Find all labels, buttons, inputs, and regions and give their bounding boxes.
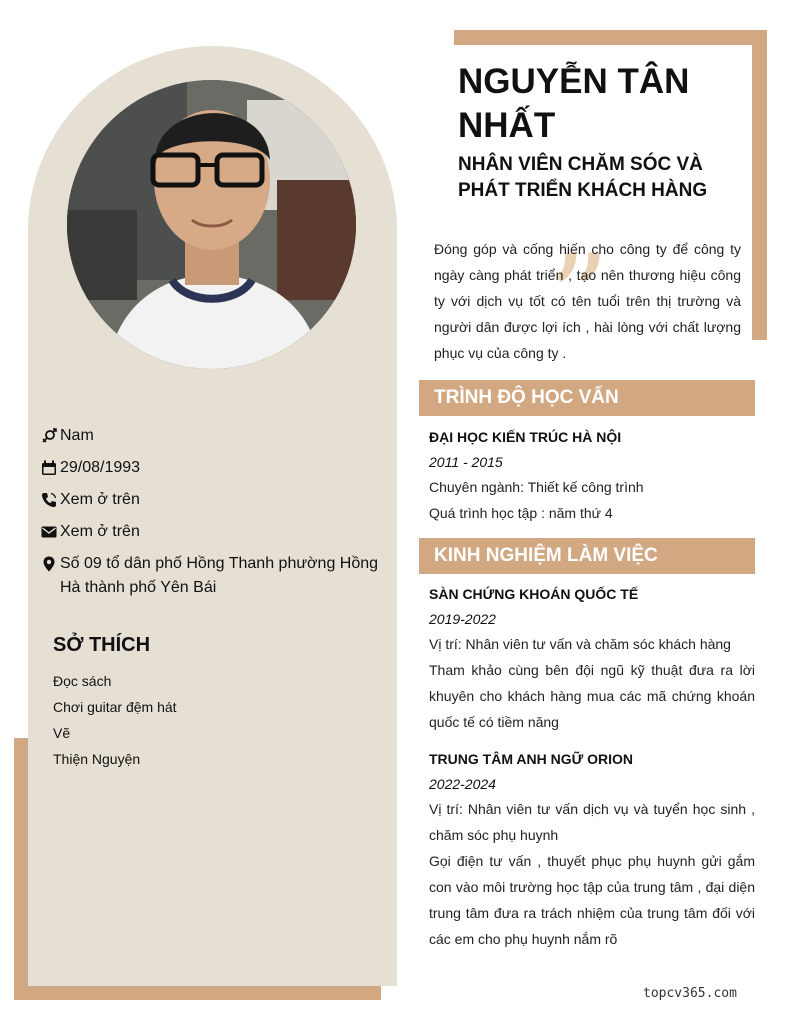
experience-entry xyxy=(429,746,755,952)
hobbies-list xyxy=(53,668,177,772)
hobby-item: Vẽ xyxy=(53,725,71,741)
career-objective: Đóng góp và cống hiến cho công ty để công ty ngày càng phát triển , tạo nên thương hiệu công ty với dịch vụ tốt có tên tuổi trên thị trường và người dân được lợi ích , hài lòng với chất lượng phục vụ của công ty . xyxy=(434,241,741,361)
hobby-item: Thiện Nguyện xyxy=(53,751,141,767)
company-name: SÀN CHỨNG KHOÁN QUỐC TẾ xyxy=(429,586,639,602)
education-entry xyxy=(429,424,755,526)
birthday-value: 29/08/1993 xyxy=(60,459,141,476)
experience-heading: KINH NGHIỆM LÀM VIỆC xyxy=(419,538,755,574)
gender-icon xyxy=(38,424,60,444)
site-watermark: topcv365.com xyxy=(643,986,737,1001)
job-description: Gọi điện tư vấn , thuyết phục phụ huynh gửi gắm con vào môi trường học tập của trung tâm , đại diện trung tâm đưa ra trách nhiệm của trung tâm đối với các em cho phụ huynh nắm rõ xyxy=(429,853,755,947)
map-pin-icon xyxy=(38,552,60,572)
email-value: Xem ở trên xyxy=(60,523,140,540)
education-progress: Quá trình học tập : năm thứ 4 xyxy=(429,505,613,521)
education-major: Chuyên ngành: Thiết kế công trình xyxy=(429,479,644,495)
hobbies-heading: SỞ THÍCH xyxy=(53,634,151,656)
contact-birthday xyxy=(38,456,388,480)
contact-phone xyxy=(38,488,388,512)
avatar xyxy=(67,80,356,369)
education-period: 2011 - 2015 xyxy=(429,454,503,470)
job-period: 2019-2022 xyxy=(429,611,496,627)
job-title: NHÂN VIÊN CHĂM SÓC VÀ PHÁT TRIỂN KHÁCH HÀNG xyxy=(458,154,708,201)
calendar-icon xyxy=(38,456,60,476)
contact-email xyxy=(38,520,388,544)
hobby-item: Chơi guitar đệm hát xyxy=(53,699,177,715)
job-position: Vị trí: Nhân viên tư vấn dịch vụ và tuyển học sinh , chăm sóc phụ huynh xyxy=(429,801,755,843)
job-period: 2022-2024 xyxy=(429,776,496,792)
job-position: Vị trí: Nhân viên tư vấn và chăm sóc khách hàng xyxy=(429,636,731,652)
envelope-icon xyxy=(38,520,60,540)
company-name: TRUNG TÂM ANH NGỮ ORION xyxy=(429,751,633,767)
school-name: ĐẠI HỌC KIẾN TRÚC HÀ NỘI xyxy=(429,429,622,445)
address-value: Số 09 tổ dân phố Hồng Thanh phường Hồng Hà thành phố Yên Bái xyxy=(60,555,379,596)
profile-photo xyxy=(67,80,356,369)
contact-gender xyxy=(38,424,388,448)
quote-icon: ” xyxy=(548,230,610,369)
contact-address xyxy=(38,552,388,600)
experience-entry xyxy=(429,581,755,735)
gender-value: Nam xyxy=(60,427,94,444)
phone-icon xyxy=(38,488,60,508)
phone-value: Xem ở trên xyxy=(60,491,140,508)
education-heading: TRÌNH ĐỘ HỌC VẤN xyxy=(419,380,755,416)
hobby-item: Đọc sách xyxy=(53,673,112,689)
candidate-name: NGUYỄN TÂN NHẤT xyxy=(458,62,690,145)
contact-list xyxy=(38,424,388,608)
job-description: Tham khảo cùng bên đội ngũ kỹ thuật đưa ra lời khuyên cho khách hàng mua các mã chứng khoán quốc tế có tiềm năng xyxy=(429,662,755,730)
